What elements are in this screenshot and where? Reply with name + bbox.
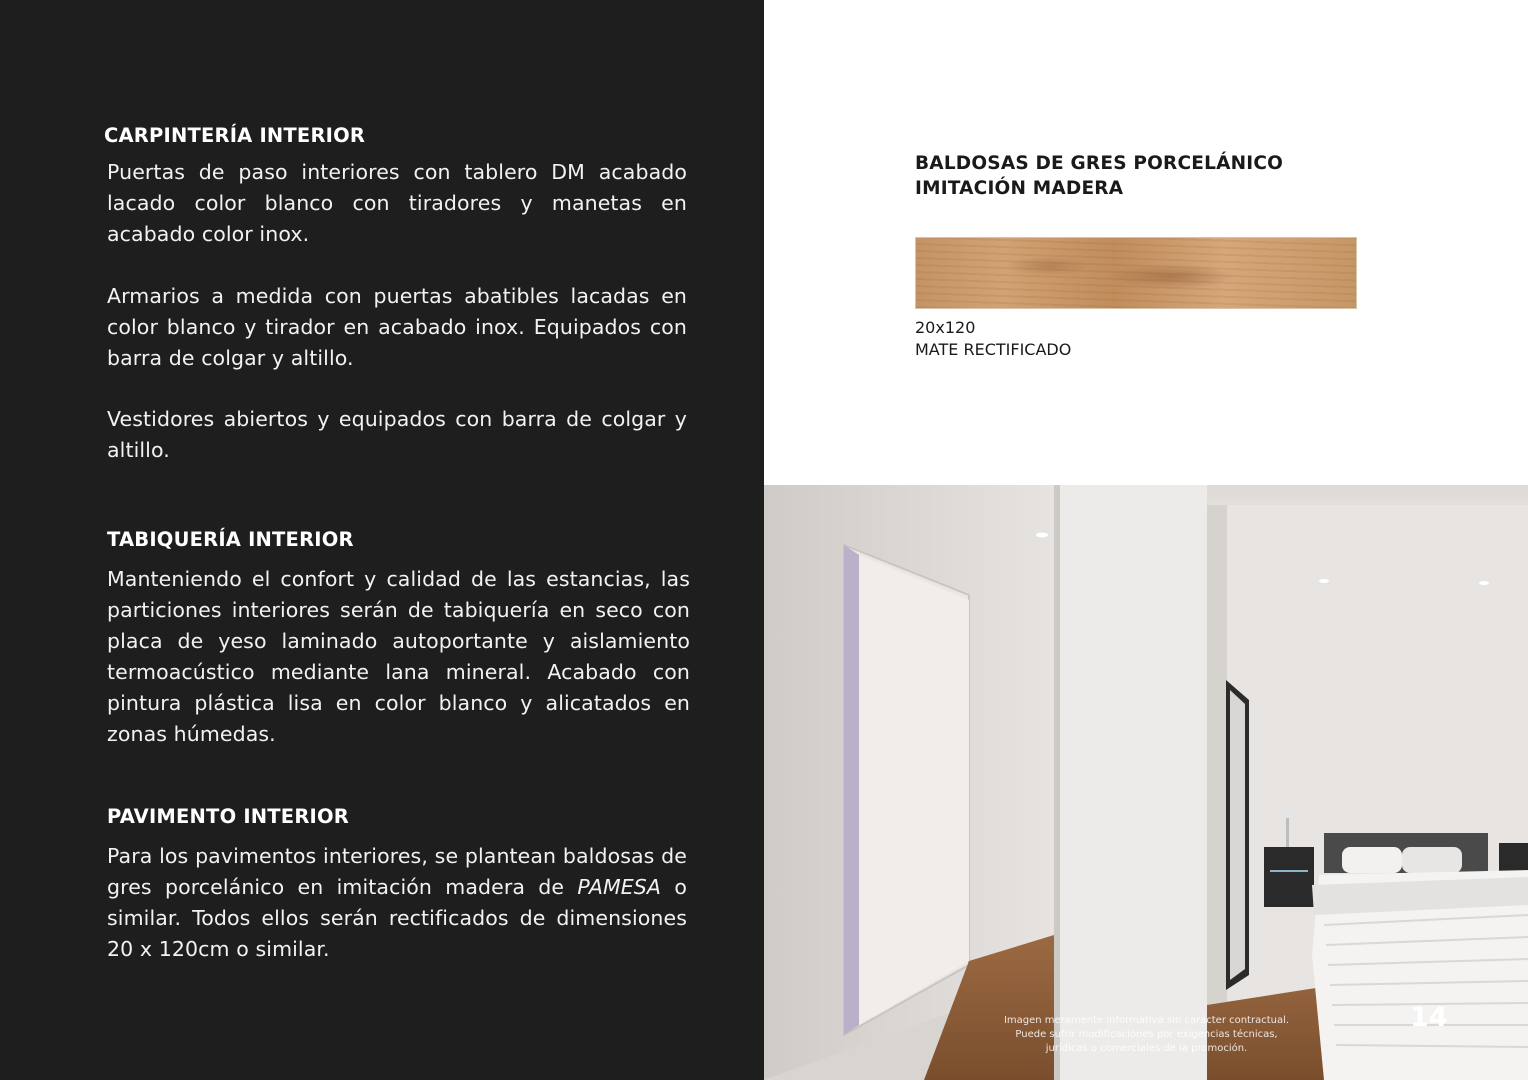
bedroom-render-image [764, 485, 1528, 1080]
section-heading-carpinteria: CARPINTERÍA INTERIOR [104, 124, 366, 147]
tile-sample-panel [764, 0, 1528, 485]
wood-tile-swatch [915, 237, 1357, 309]
paragraph-vestidores: Vestidores abiertos y equipados con barra de colgar y altillo. [107, 407, 687, 462]
paragraph-tabiqueria: Manteniendo el confort y calidad de las estancias, las particiones interiores serán de tabiquería en seco con placa de yeso laminado autoportante y aislamiento termoacústico mediante lana mineral. Acabado con pintura plástica lisa en color blanco y alicatados en zonas húmedas. [107, 567, 690, 746]
page-number: 14 [1410, 1002, 1448, 1033]
tile-title-line2: IMITACIÓN MADERA [915, 177, 1124, 199]
image-disclaimer [974, 1014, 1319, 1056]
paragraph-pavimento-end: o similar. Todos ellos serán rectificados de dimensiones 20 x 120cm o similar. [107, 874, 687, 961]
section-heading-tabiqueria: TABIQUERÍA INTERIOR [107, 528, 354, 551]
section-heading-pavimento: PAVIMENTO INTERIOR [107, 805, 349, 828]
paragraph-puertas: Puertas de paso interiores con tablero DM acabado lacado color blanco con tiradores y manetas en acabado color inox. [107, 160, 687, 246]
paragraph-pavimento [107, 841, 687, 965]
brand-name: PAMESA [577, 874, 662, 899]
bedroom-illustration [764, 485, 1528, 1080]
disclaimer-line1: Imagen meramente informativa sin carácter contractual. [1003, 1015, 1290, 1026]
paragraph-armarios: Armarios a medida con puertas abatibles lacadas en color blanco y tirador en acabado inox. Equipados con barra de colgar y altillo. [107, 284, 687, 370]
disclaimer-line2: Puede sufrir modificaciones por exigencias técnicas, [1015, 1029, 1278, 1040]
disclaimer-line3: jurídicas o comerciales de la promoción. [1045, 1043, 1248, 1054]
tile-size: 20x120 [915, 318, 976, 337]
tile-spec [915, 317, 1071, 361]
tile-title-line1: BALDOSAS DE GRES PORCELÁNICO [915, 153, 1284, 174]
tile-title [915, 152, 1283, 201]
tile-finish: MATE RECTIFICADO [915, 340, 1072, 359]
paragraph-pavimento-start: Para los pavimentos interiores, se plantean baldosas de gres porcelánico en imitación madera de [107, 844, 687, 899]
